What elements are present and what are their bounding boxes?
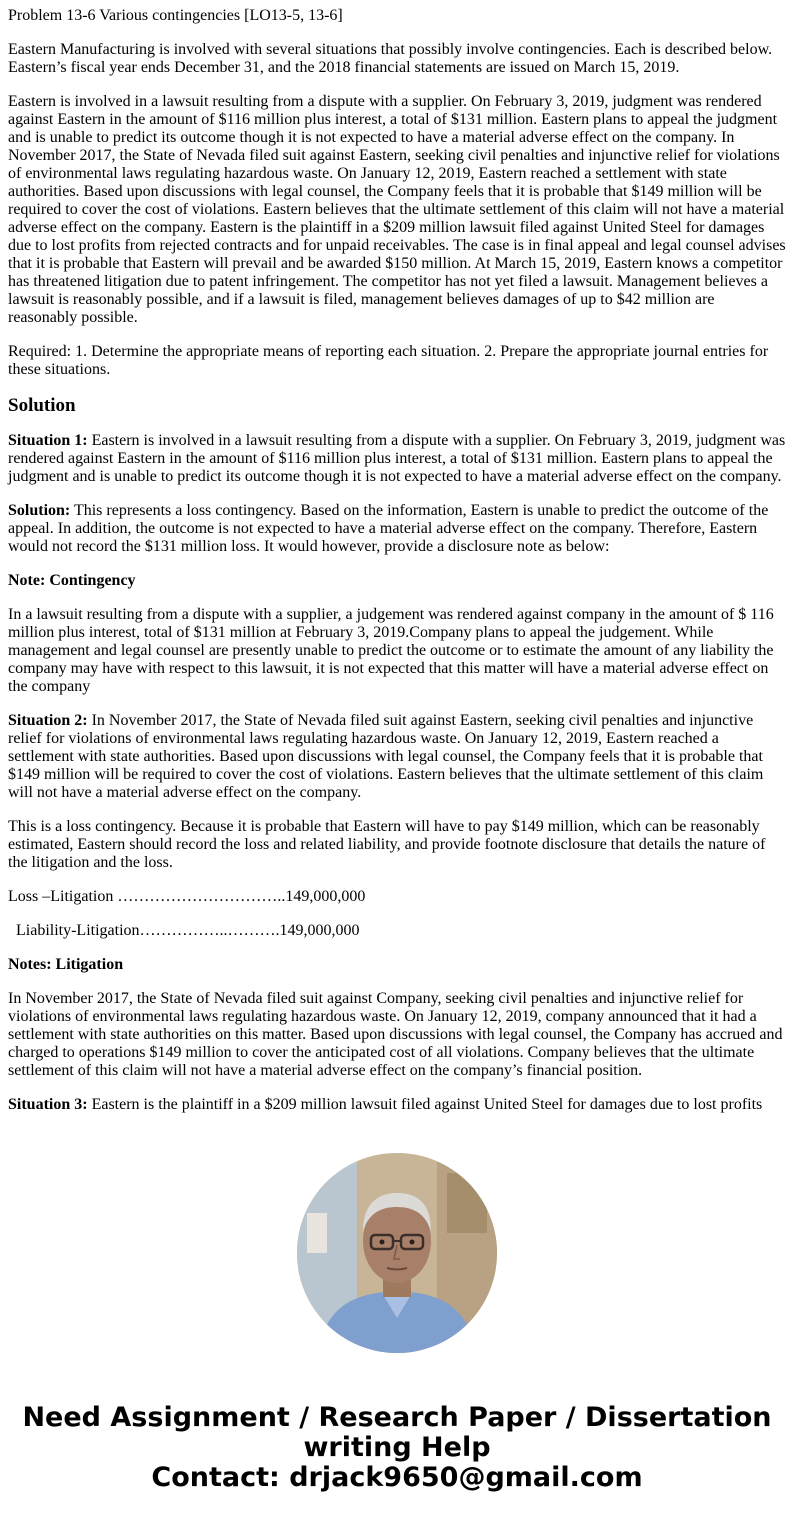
situation-3-label: Situation 3: [8,1096,88,1113]
document-body [8,7,786,1130]
note-contingency-heading-text: Note: Contingency [8,572,136,589]
note-contingency-heading [8,572,786,590]
situation-1-label: Situation 1: [8,432,88,449]
note-contingency-text: In a lawsuit resulting from a dispute with a supplier, a judgement was rendered against company in the amount of $ 116 million plus interest, total of $131 million at February 3, 2019.Company plans to appeal the judgement. While management and legal counsel are presently unable to predict the outcome or to estimate the amount of any liability the company may have with respect to this lawsuit, it is not expected that this matter will have a material adverse effect on the company [8,606,774,695]
promo-line-2: writing Help [303,1432,491,1463]
situation-2 [8,712,786,802]
note-litigation-heading [8,956,786,974]
problem-body: Eastern is involved in a lawsuit resulting from a dispute with a supplier. On February 3, 2019, judgment was rendered against Eastern in the amount of $116 million plus interest, a total of $131 million. Eastern plans to appeal the judgment and is unable to predict its outcome though it is not expected to have a material adverse effect on the company. In November 2017, the State of Nevada filed suit against Eastern, seeking civil penalties and injunctive relief for violations of environmental laws regulating hazardous waste. On January 12, 2019, Eastern reached a settlement with state authorities. Based upon discussions with legal counsel, the Company feels that it is probable that $149 million will be required to cover the cost of violations. Eastern believes that the ultimate settlement of this claim will not have a material adverse effect on the company. Eastern is the plaintiff in a $209 million lawsuit filed against United Steel for damages due to lost profits from rejected contracts and for unpaid receivables. The case is in final appeal and legal counsel advises that it is probable that Eastern will prevail and be awarded $150 million. At March 15, 2019, Eastern knows a competitor has threatened litigation due to patent infringement. The competitor has not yet filed a lawsuit. Management believes a lawsuit is reasonably possible, and if a lawsuit is filed, management believes damages of up to $42 million are reasonably possible. [8,93,786,326]
problem-intro: Eastern Manufacturing is involved with several situations that possibly involve contingencies. Each is described below. Eastern’s fiscal year ends December 31, and the 2018 financial statements are issued on March 15, 2019. [8,41,773,76]
promo-banner [0,1403,794,1493]
solution-1-label: Solution: [8,502,71,519]
situation-3 [8,1096,786,1114]
situation-2-text: In November 2017, the State of Nevada filed suit against Eastern, seeking civil penalties and injunctive relief for violations of environmental laws regulating hazardous waste. On January 12, 2019, Eastern reached a settlement with state authorities. Based upon discussions with legal counsel, the Company feels that it is probable that $149 million will be required to cover the cost of violations. Eastern believes that the ultimate settlement of this claim will not have a material adverse effect on the company. [8,712,764,801]
situation-2-analysis: This is a loss contingency. Because it is probable that Eastern will have to pay $149 million, which can be reasonably estimated, Eastern should record the loss and related liability, and provide footnote disclosure that details the nature of the litigation and the loss. [8,818,766,871]
situation-1 [8,432,786,486]
solution-1 [8,502,786,556]
note-litigation-text: In November 2017, the State of Nevada filed suit against Company, seeking civil penalties and injunctive relief for violations of environmental laws regulating hazardous waste. On January 12, 2019, company announced that it had a settlement with state authorities on this matter. Based upon discussions with legal counsel, the Company has accrued and charged to operations $149 million to cover the anticipated cost of all violations. Company believes that the ultimate settlement of this claim will not have a material adverse effect on the company’s financial position. [8,990,783,1079]
situation-3-text: Eastern is the plaintiff in a $209 million lawsuit filed against United Steel for damages due to lost profits [87,1096,763,1113]
promo-contact: Contact: drjack9650@gmail.com [151,1462,643,1493]
solution-heading: Solution [8,395,76,416]
problem-required: Required: 1. Determine the appropriate means of reporting each situation. 2. Prepare the appropriate journal entries for these situations. [8,343,769,378]
situation-1-text: Eastern is involved in a lawsuit resulting from a dispute with a supplier. On February 3, 2019, judgment was rendered against Eastern in the amount of $116 million plus interest, a total of $131 million. Eastern plans to appeal the judgment and is unable to predict its outcome though it is not expected to have a material adverse effect on the company. [8,432,786,485]
journal-entry-debit: Loss –Litigation …………………………..149,000,000 [8,888,366,905]
journal-entry-credit: Liability-Litigation……………..……….149,000,000 [16,922,360,939]
solution-1-text: This represents a loss contingency. Based on the information, Eastern is unable to predict the outcome of the appeal. In addition, the outcome is not expected to have a material adverse effect on the company. Therefore, Eastern would not record the $131 million loss. It would however, provide a disclosure note as below: [8,502,769,555]
problem-title: Problem 13-6 Various contingencies [LO13-5, 13-6] [8,7,343,24]
promo-line-1: Need Assignment / Research Paper / Dissertation [22,1402,772,1433]
note-litigation-heading-text: Notes: Litigation [8,956,124,973]
author-avatar [297,1153,497,1353]
author-portrait-image [297,1153,497,1353]
situation-2-label: Situation 2: [8,712,88,729]
